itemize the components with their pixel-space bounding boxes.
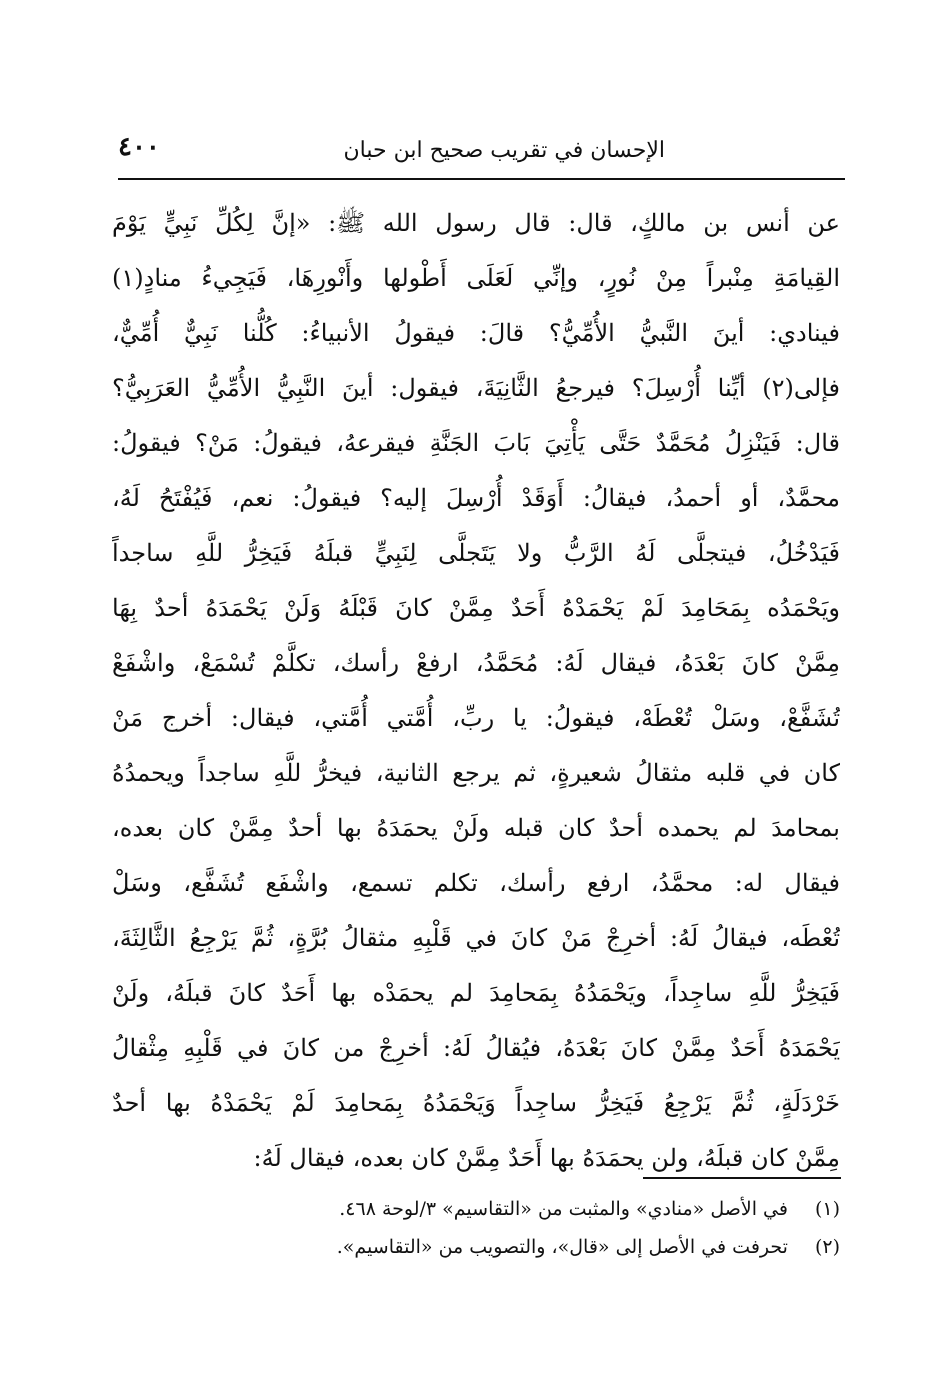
- text-line: مِمَّنْ كان قبلَهُ، ولن يحمَدَهُ بها أَحَدٌ مِمَّنْ كان بعده، فيقال لَهُ:: [253, 1144, 840, 1172]
- text-line: فَيَخِرُّ للَّهِ ساجِداً، ويَحْمَدُهُ بِمَحامِدَ لم يحمَدْه بها أَحَدٌ كانَ قبلَهُ، ولَنْ: [112, 979, 840, 1007]
- text-line: فيقال له: محمَّدُ، ارفع رأسك، تكلم تسمع، واشْفَع تُشَفَّع، وسَلْ: [112, 869, 840, 897]
- text-line: تُشَفَّعْ، وسَلْ تُعْطَهْ، فيقولُ: يا ربِّ، أُمَّتي أُمَّتي، فيقال: أخرج مَنْ: [112, 704, 840, 732]
- footnotes: [120, 1190, 840, 1266]
- footnote-number: (١): [814, 1198, 840, 1220]
- text-line: فَيَدْخُلُ، فيتجلَّى لَهُ الرَّبُّ ولا يَتَجلَّى لِنَبِيٍّ قبلَهُ فَيَخِرُّ للَّهِ ساجداً: [112, 539, 840, 567]
- text-line: عن أنس بن مالكٍ، قال: قال رسول الله ﷺ: «إنَّ لِكُلِّ نَبِيٍّ يَوْمَ: [112, 209, 840, 237]
- running-header: [118, 132, 845, 176]
- footnote-number: (٢): [814, 1236, 840, 1258]
- book-title: الإحسان في تقريب صحيح ابن حبان: [343, 138, 665, 163]
- text-line: تُعْطَه، فيقالُ لَهُ: أخرِجْ مَنْ كانَ في قَلْبِهِ مثقالُ بُرَّةٍ، ثُمَّ يَرْجِعُ الثَّالِثَةَ،: [112, 924, 840, 952]
- footnote: [120, 1228, 840, 1266]
- page-number: ٤٠٠: [118, 132, 160, 162]
- footnote-text: في الأصل «منادي» والمثبت من «التقاسيم» ٣/لوحة ٤٦٨.: [339, 1198, 788, 1220]
- main-text: [112, 196, 840, 1186]
- text-line: يَحْمَدَهُ أَحَدٌ مِمَّنْ كانَ بَعْدَهُ، فيُقالُ لَهُ: أخرِجْ من كانَ في قَلْبِهِ مِثْقالُ: [112, 1034, 840, 1062]
- text-line: خَرْدَلَةٍ، ثُمَّ يَرْجِعُ فَيَخِرُّ ساجِداً وَيَحْمَدُهُ بِمَحامِدَ لَمْ يَحْمَدْهُ بها أحدٌ: [112, 1089, 840, 1117]
- text-line: القِيامَةِ مِنْبراً مِنْ نُورٍ، وإنِّي لَعَلَى أَطْولها وأَنْورِهَا، فَيَجِيءُ منادٍ(١): [112, 264, 840, 292]
- text-line: فينادي: أينَ النَّبيُّ الأُمِّيُّ؟ قالَ: فيقولُ الأنبياءُ: كُلُّنا نَبِيٌّ أُمِّيٌّ،: [112, 319, 840, 347]
- text-line: كان في قلبه مثقالُ شعيرةٍ، ثم يرجع الثانية، فيخرُّ للَّهِ ساجداً ويحمدُهُ: [112, 759, 840, 787]
- text-line: محمَّدٌ، أو أحمدُ، فيقالُ: أَوَقَدْ أُرْسِلَ إليه؟ فيقولُ: نعم، فَيُفْتَحُ لَهُ،: [112, 484, 840, 512]
- text-line: فإلى(٢) أيِّنا أُرْسِلَ؟ فيرجعُ الثَّانِيَةَ، فيقول: أينَ النَّبِيُّ الأُمِّيُّ العَرَبِيُّ؟: [112, 374, 840, 402]
- text-line: مِمَّنْ كانَ بَعْدَهُ، فيقال لَهُ: مُحَمَّدُ، ارفعْ رأسك، تكلَّمْ تُسْمَعْ، واشْفَعْ: [112, 649, 840, 677]
- header-divider: [118, 178, 845, 180]
- footnote-text: تحرفت في الأصل إلى «قال»، والتصويب من «التقاسيم».: [336, 1236, 788, 1258]
- text-line: بمحامدَ لم يحمده أحدٌ كان قبله ولَنْ يحمَدَهُ بها أحدٌ مِمَّنْ كان بعده،: [112, 814, 840, 842]
- text-line: ويَحْمَدُه بِمَحَامِدَ لَمْ يَحْمَدْهُ أَحَدٌ مِمَّنْ كانَ قَبْلَهُ وَلَنْ يَحْمَدَهُ أحدٌ بِهَا: [112, 594, 840, 622]
- footnote: [120, 1190, 840, 1228]
- text-line: قال: فَيَنْزِلُ مُحَمَّدٌ حَتَّى يَأْتِيَ بَابَ الجَنَّةِ فيقرعهُ، فيقولُ: مَنْ؟ فيقولُ:: [112, 429, 840, 457]
- footnote-divider: [643, 1177, 841, 1179]
